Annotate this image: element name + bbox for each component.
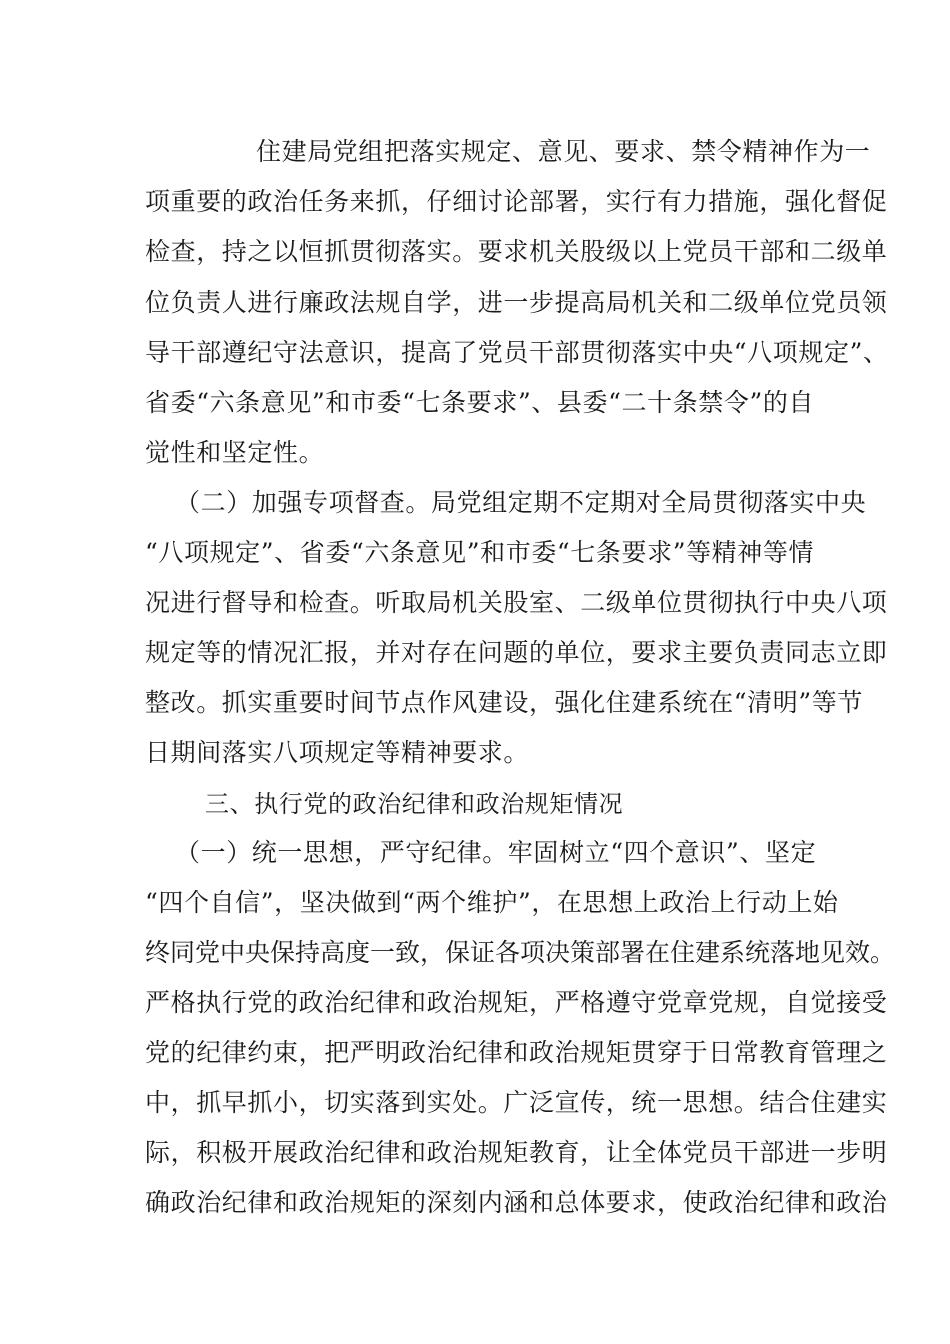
paragraph-2-line-2: “八项规定”、省委“六条意见”和市委“七条要求”等精神等情	[145, 538, 815, 567]
paragraph-3-line-3: 终同党中央保持高度一致，保证各项决策部署在住建系统落地见效。	[145, 938, 896, 967]
paragraph-3-line-6: 中，抓早抓小，切实落到实处。广泛宣传，统一思想。结合住建实	[145, 1088, 888, 1117]
paragraph-3-line-2: “四个自信”，坚决做到“两个维护”，在思想上政治上行动上始	[145, 888, 839, 917]
paragraph-1-line-5: 导干部遵纪守法意识，提高了党员干部贯彻落实中央“八项规定”、	[145, 338, 889, 367]
paragraph-1-line-7: 觉性和坚定性。	[145, 438, 325, 467]
paragraph-3-line-5: 党的纪律约束，把严明政治纪律和政治规矩贯穿于日常教育管理之	[145, 1038, 888, 1067]
paragraph-1-line-2: 项重要的政治任务来抓，仔细讨论部署，实行有力措施，强化督促	[145, 187, 888, 216]
paragraph-3-line-8: 确政治纪律和政治规矩的深刻内涵和总体要求，使政治纪律和政治	[145, 1188, 888, 1217]
paragraph-1-line-6: 省委“六条意见”和市委“七条要求”、县委“二十条禁令”的自	[145, 388, 815, 417]
paragraph-3-line-7: 际，积极开展政治纪律和政治规矩教育，让全体党员干部进一步明	[145, 1138, 888, 1167]
paragraph-3-line-1: （一）统一思想，严守纪律。牢固树立“四个意识”、坚定	[175, 838, 817, 867]
paragraph-2-line-4: 规定等的情况汇报，并对存在问题的单位，要求主要负责同志立即	[145, 638, 888, 667]
paragraph-1-line-4: 位负责人进行廉政法规自学，进一步提高局机关和二级单位党员领	[145, 288, 888, 317]
paragraph-2-line-6: 日期间落实八项规定等精神要求。	[145, 738, 530, 767]
paragraph-1-line-1: 住建局党组把落实规定、意见、要求、禁令精神作为一	[256, 137, 871, 166]
paragraph-3-line-4: 严格执行党的政治纪律和政治规矩，严格遵守党章党规，自觉接受	[145, 988, 888, 1017]
section-heading-3: 三、执行党的政治纪律和政治规矩情况	[205, 790, 624, 818]
paragraph-2-line-5: 整改。抓实重要时间节点作风建设，强化住建系统在“清明”等节	[145, 688, 863, 717]
paragraph-1-line-3: 检查，持之以恒抓贯彻落实。要求机关股级以上党员干部和二级单	[145, 237, 888, 266]
paragraph-2-line-1: （二）加强专项督查。局党组定期不定期对全局贯彻落实中央	[175, 488, 867, 517]
paragraph-2-line-3: 况进行督导和检查。听取局机关股室、二级单位贯彻执行中央八项	[145, 588, 888, 617]
